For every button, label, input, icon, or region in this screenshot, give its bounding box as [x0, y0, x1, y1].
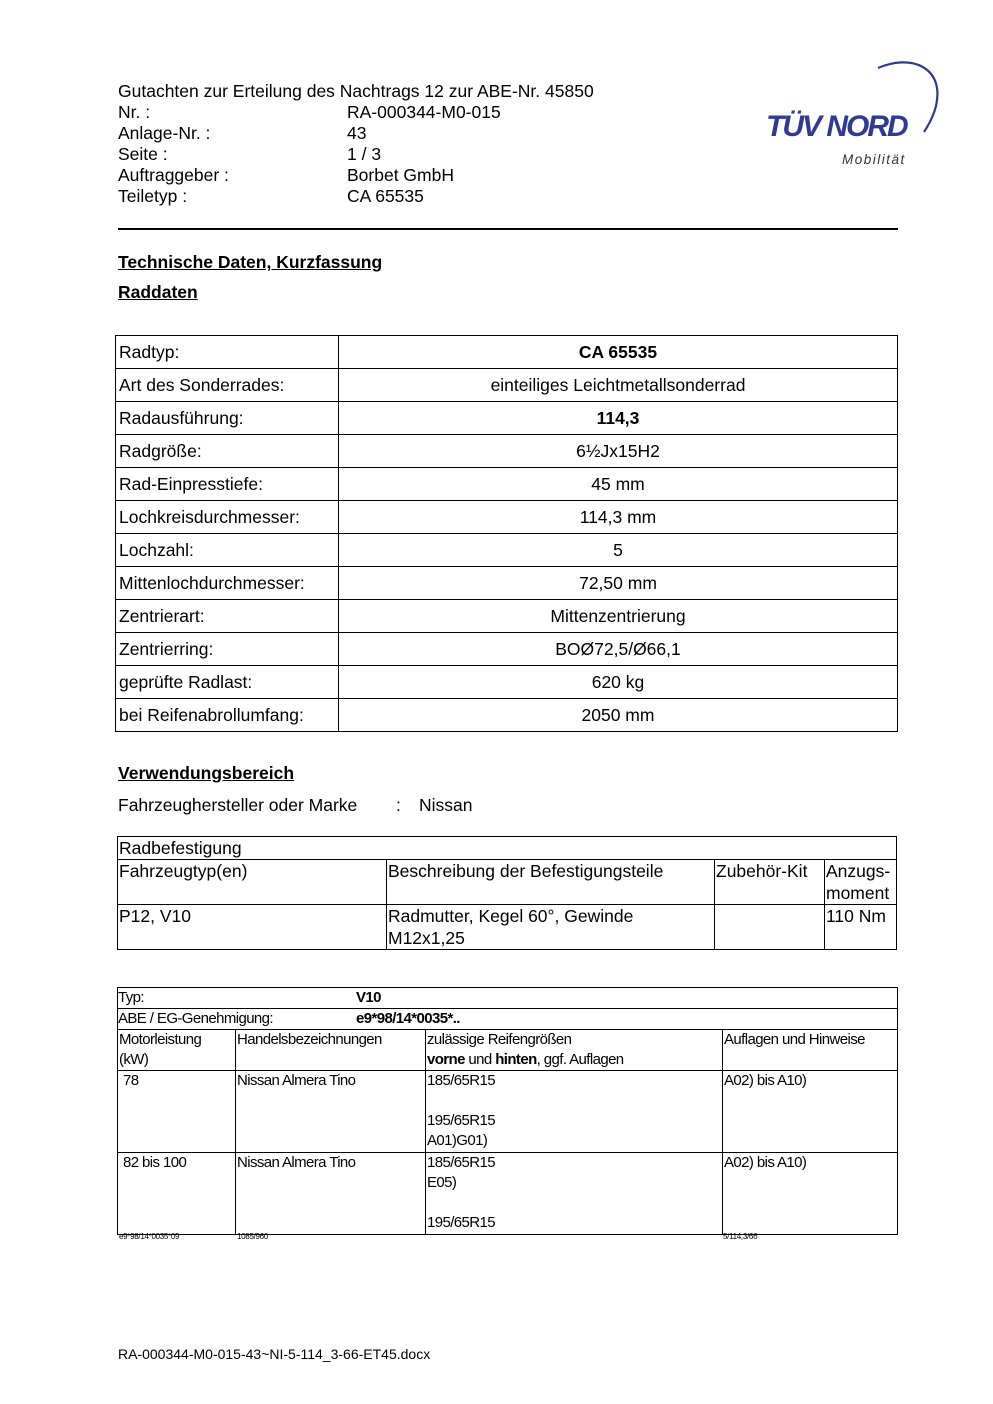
header-row	[118, 186, 594, 207]
cell-value: CA 65535	[339, 336, 898, 369]
cell-auflagen: A02) bis A10)	[723, 1153, 898, 1235]
table-header-row	[118, 860, 897, 905]
typ-value: V10	[356, 989, 381, 1006]
logo-subtitle: Mobilität	[842, 152, 906, 167]
header-label: Nr. :	[118, 102, 151, 122]
marke-separator: :	[396, 795, 401, 815]
cell-label: Radausführung:	[116, 402, 339, 435]
reifen-line: 185/65R15	[427, 1072, 495, 1089]
header-label: Teiletyp :	[118, 186, 188, 206]
cell-value: P12, V10	[118, 905, 387, 950]
cell-label: bei Reifenabrollumfang:	[116, 699, 339, 732]
header-value: 1 / 3	[347, 144, 382, 164]
typ-table	[117, 987, 898, 1235]
section-title-verwendung: Verwendungsbereich	[118, 763, 295, 783]
reifen-line: 195/65R15	[427, 1112, 495, 1129]
cell-value: Mittenzentrierung	[339, 600, 898, 633]
table-row	[116, 666, 898, 699]
header-cell: Handelsbezeichnungen	[236, 1030, 426, 1071]
raddaten-table	[115, 335, 898, 732]
logo-wordmark: TÜV NORD	[766, 110, 907, 143]
table-row	[118, 1071, 898, 1153]
table-row	[118, 988, 898, 1009]
reifen-line	[427, 1193, 721, 1213]
table-row	[116, 501, 898, 534]
table-row	[118, 1009, 898, 1030]
cell-value: 6½Jx15H2	[339, 435, 898, 468]
cell-reifen	[426, 1153, 723, 1235]
cell-label: Zentrierart:	[116, 600, 339, 633]
cell-value: 5	[339, 534, 898, 567]
header-cell: Zubehör-Kit	[715, 860, 825, 905]
section-title-tech: Technische Daten, Kurzfassung	[118, 252, 383, 272]
cell-value: Radmutter, Kegel 60°, Gewinde M12x1,25	[387, 905, 715, 950]
header-cell: Motorleistung (kW)	[118, 1030, 236, 1071]
table-row	[116, 369, 898, 402]
header-cell: Auflagen und Hinweise	[723, 1030, 898, 1071]
abe-label: ABE / EG-Genehmigung:	[118, 1010, 273, 1027]
table-row	[118, 1153, 898, 1235]
header-row	[118, 165, 594, 186]
document-title: Gutachten zur Erteilung des Nachtrags 12 zur ABE-Nr. 45850	[118, 81, 594, 101]
reifen-hinten: hinten	[495, 1051, 537, 1068]
befestigung-table	[117, 836, 897, 950]
reifen-line	[427, 1091, 721, 1111]
header-divider	[118, 228, 898, 230]
table-row	[116, 567, 898, 600]
table-row	[118, 837, 897, 860]
cell-label: Zentrierring:	[116, 633, 339, 666]
abe-value: e9*98/14*0035*..	[356, 1010, 460, 1027]
cell-value: 114,3	[339, 402, 898, 435]
cell-motor: 82 bis 100	[118, 1153, 236, 1235]
section-title-raddaten: Raddaten	[118, 282, 198, 302]
table-row	[116, 699, 898, 732]
tuv-nord-logo	[760, 56, 950, 171]
table-footer-code: 1085/960	[237, 1232, 268, 1241]
cell-value: 2050 mm	[339, 699, 898, 732]
reifen-line: 195/65R15	[427, 1214, 495, 1231]
table-row	[116, 534, 898, 567]
table-row	[116, 402, 898, 435]
reifen-line: A01)G01)	[427, 1132, 488, 1149]
table-row	[116, 600, 898, 633]
cell-label: geprüfte Radlast:	[116, 666, 339, 699]
marke-value: Nissan	[419, 795, 473, 815]
footer-filename: RA-000344-M0-015-43~NI-5-114_3-66-ET45.docx	[118, 1346, 431, 1362]
cell-value: 620 kg	[339, 666, 898, 699]
header-row	[118, 123, 594, 144]
reifen-und: und	[464, 1051, 496, 1068]
reifen-line: E05)	[427, 1174, 457, 1191]
cell-label: Art des Sonderrades:	[116, 369, 339, 402]
header-cell	[426, 1030, 723, 1071]
cell-reifen	[426, 1071, 723, 1153]
reifen-rest: , ggf. Auflagen	[536, 1051, 624, 1068]
reifen-line: 185/65R15	[427, 1154, 495, 1171]
header-label: Anlage-Nr. :	[118, 123, 211, 143]
cell-auflagen: A02) bis A10)	[723, 1071, 898, 1153]
cell-value: 45 mm	[339, 468, 898, 501]
document-header	[118, 81, 594, 207]
marke-label: Fahrzeughersteller oder Marke	[118, 795, 358, 815]
header-label: Seite :	[118, 144, 168, 164]
cell-label: Mittenlochdurchmesser:	[116, 567, 339, 600]
cell-value: 72,50 mm	[339, 567, 898, 600]
typ-label: Typ:	[118, 989, 144, 1006]
reifen-vorne: vorne	[427, 1051, 465, 1068]
table-row	[116, 435, 898, 468]
befestigung-title: Radbefestigung	[118, 837, 897, 860]
header-value: CA 65535	[347, 186, 424, 206]
table-row	[118, 905, 897, 950]
cell-label: Lochzahl:	[116, 534, 339, 567]
cell-handel: Nissan Almera Tino	[236, 1153, 426, 1235]
header-value: Borbet GmbH	[347, 165, 454, 185]
header-cell: Beschreibung der Befestigungsteile	[387, 860, 715, 905]
header-row	[118, 144, 594, 165]
table-row	[116, 336, 898, 369]
reifen-header-line1: zulässige Reifengrößen	[427, 1031, 572, 1048]
header-label: Auftraggeber :	[118, 165, 229, 185]
cell-handel: Nissan Almera Tino	[236, 1071, 426, 1153]
header-value: RA-000344-M0-015	[347, 102, 501, 122]
header-value: 43	[347, 123, 367, 143]
cell-label: Lochkreisdurchmesser:	[116, 501, 339, 534]
cell-value	[715, 905, 825, 950]
cell-label: Rad-Einpresstiefe:	[116, 468, 339, 501]
cell-motor: 78	[118, 1071, 236, 1153]
cell-label: Radgröße:	[116, 435, 339, 468]
table-header-row	[118, 1030, 898, 1071]
reifen-header-line2	[427, 1050, 721, 1070]
table-footer-lk: 5/114,3/66	[723, 1232, 758, 1241]
cell-value: einteiliges Leichtmetallsonderrad	[339, 369, 898, 402]
cell-label: Radtyp:	[116, 336, 339, 369]
marke-line	[118, 795, 473, 816]
header-cell: Anzugs-moment	[825, 860, 897, 905]
cell-value: 110 Nm	[825, 905, 897, 950]
header-row	[118, 102, 594, 123]
header-cell: Fahrzeugtyp(en)	[118, 860, 387, 905]
cell-value: BOØ72,5/Ø66,1	[339, 633, 898, 666]
table-row	[116, 633, 898, 666]
table-row	[116, 468, 898, 501]
cell-value: 114,3 mm	[339, 501, 898, 534]
table-footer-abe: e9*98/14*0035*09	[119, 1232, 180, 1241]
